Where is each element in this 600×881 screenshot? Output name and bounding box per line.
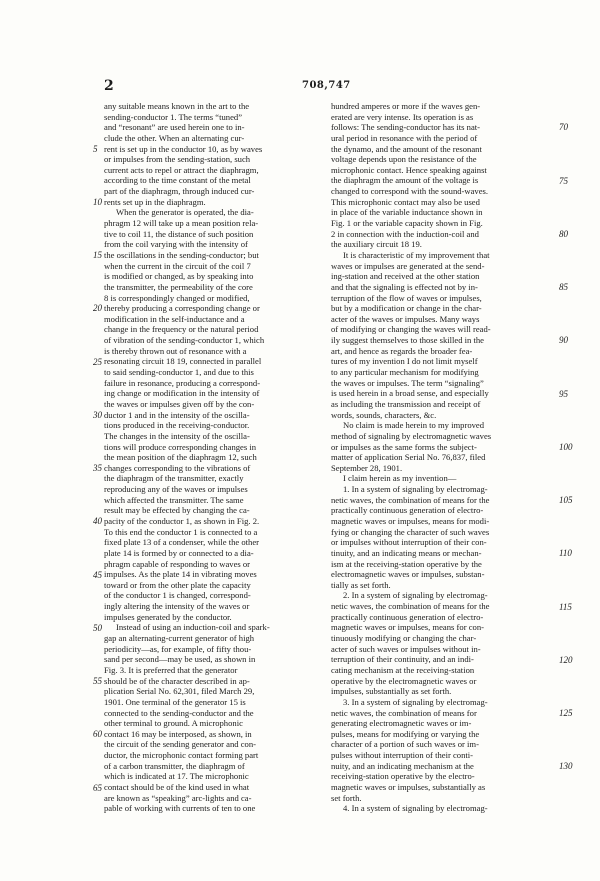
text-line: ing-station and received at the other station [331,271,480,282]
margin-line-number: 65 [93,782,102,793]
text-line: clude the other. When an alternating cur- [104,132,245,143]
margin-line-number: 5 [93,143,98,154]
text-line: reproducing any of the waves or impulses [104,484,248,495]
text-line: sending-conductor 1. The terms “tuned” [104,111,243,122]
text-line: plication Serial No. 62,301, filed March 29, [104,686,255,697]
text-line: netic waves, the combination of means for [331,707,477,718]
text-line: gap an alternating-current generator of high [104,633,255,644]
text-line: the diaphragm of the transmitter, exactly [104,473,244,484]
text-line: netic waves, the combination of means for the [331,494,490,505]
margin-line-number: 95 [559,388,568,399]
margin-line-number: 125 [559,708,573,719]
text-line: the transmitter, the permeability of the core [104,281,253,292]
patent-number: 708,747 [302,80,351,91]
margin-line-number: 35 [93,463,102,474]
text-line: the oscillations in the sending-conductor; but [104,249,259,260]
text-line: or impulses without interruption of their con- [331,537,487,548]
text-line: which is indicated at 17. The microphonic [104,771,249,782]
text-line: operative by the electromagnetic waves or [331,675,477,686]
text-line: tures of my invention I do not limit myself [331,356,478,367]
text-line: and that the signaling is effected not by in- [331,281,478,292]
text-line: It is characteristic of my improvement that [343,249,490,260]
text-line: but by a modification or change in the char- [331,303,482,314]
text-line: voltage depends upon the resistance of the [331,154,477,165]
text-line: 8 is correspondingly changed or modified, [104,292,250,303]
text-line: acter of such waves or impulses without in- [331,643,481,654]
margin-line-number: 50 [93,622,102,633]
text-line: practically continuous generation of electro- [331,505,484,516]
text-line: tinuously modifying or changing the char- [331,633,477,644]
margin-line-number: 120 [559,654,573,665]
text-line: the dynamo, and the amount of the resonant [331,143,482,154]
text-line: modification in the self-inductance and a [104,313,245,324]
margin-line-number: 100 [559,441,573,452]
margin-line-number: 130 [559,761,573,772]
text-line: other terminal to ground. A microphonic [104,718,243,729]
text-line: netic waves, the combination of means for the [331,601,490,612]
margin-line-number: 10 [93,196,102,207]
text-line: nuity, and an indicating mechanism at the [331,760,474,771]
text-line: character of a portion of such waves or im- [331,739,479,750]
text-line: receiving-station operative by the electro- [331,771,475,782]
text-line: tially as set forth. [331,579,391,590]
margin-line-number: 25 [93,356,102,367]
margin-line-number: 85 [559,282,568,293]
text-line: are known as “speaking” arc-lights and ca- [104,792,252,803]
page-number: 2 [104,78,114,94]
text-line: when the current in the circuit of the coil 7 [104,260,251,271]
text-line: to any particular mechanism for modifying [331,367,479,378]
margin-line-number: 70 [559,122,568,133]
text-line: fying or changing the character of such waves [331,526,490,537]
text-line: magnetic waves or impulses, substantially as [331,782,486,792]
margin-line-number: 110 [559,548,572,559]
text-line: cating mechanism at the receiving-station [331,664,475,675]
text-line: follows: The sending-conductor has its nat- [331,122,481,133]
text-line: the waves or impulses. The term “signaling” [331,377,484,388]
text-line: The changes in the intensity of the oscilla- [104,430,250,441]
text-line: and “resonant” are used herein one to in- [104,122,245,133]
text-line: I claim herein as my invention— [343,473,457,484]
text-line: to said sending-conductor 1, and due to this [104,367,254,378]
text-line: magnetic waves or impulses, means for modi- [331,515,490,526]
text-line: phragm 12 will take up a mean position rela- [104,218,259,229]
text-line: Fig. 3. It is preferred that the generator [104,664,238,675]
text-line: pacity of the conductor 1, as shown in Fig. 2. [104,515,260,526]
text-line: words, sounds, characters, &c. [331,409,437,420]
text-line: practically continuous generation of electro- [331,611,484,622]
text-line: phragm capable of responding to waves or [104,558,251,569]
text-line: hundred amperes or more if the waves gen- [331,101,481,111]
text-line: of vibration of the sending-conductor 1, which [104,335,265,346]
text-line: impulses generated by the conductor. [104,611,232,622]
text-line: from the coil varying with the intensity of [104,239,248,250]
text-line: should be of the character described in ap- [104,675,250,686]
text-line: method of signaling by electromagnetic waves [331,430,492,441]
text-line: of the conductor 1 is changed, correspond- [104,590,251,601]
text-line: contact 16 may be interposed, as shown, in [104,728,252,739]
text-line: toward or from the other plate the capacity [104,579,251,590]
text-line: changed to correspond with the sound-waves. [331,186,489,197]
text-line: the waves or impulses given off by the con- [104,398,255,409]
margin-line-number: 90 [559,335,568,346]
margin-line-number: 15 [93,250,102,261]
text-line: the auxiliary circuit 18 19. [331,239,422,250]
text-line: terruption of the flow of waves or impulses, [331,292,482,303]
text-line: rents set up in the diaphragm. [104,196,206,207]
text-line: pulses without interruption of their conti- [331,750,474,761]
text-line: in place of the variable inductance shown in [331,207,483,218]
text-line: sand per second—may be used, as shown in [104,654,256,665]
text-line: or impulses as the same forms the subject- [331,441,477,452]
text-line: is modified or changed, as by speaking into [104,271,254,282]
text-line: erated are very intense. Its operation is as [331,111,474,122]
text-line: 4. In a system of signaling by electromag- [343,803,488,814]
text-line: resonating circuit 18 19, connected in parallel [104,356,262,367]
text-line: failure in resonance, producing a correspond- [104,377,261,388]
text-line: tions will produce corresponding changes in [104,441,257,452]
text-line: terruption of their continuity, and an indi- [331,654,474,665]
margin-line-number: 80 [559,228,568,239]
text-line: waves or impulses are generated at the send- [331,260,485,271]
text-line: art, and hence as regards the broader fea- [331,345,473,356]
margin-line-number: 40 [93,516,102,527]
text-line: thereby producing a corresponding change or [104,303,260,314]
text-line: is thereby thrown out of resonance with a [104,345,247,356]
margin-line-number: 20 [93,303,102,314]
text-line: ily suggest themselves to those skilled in the [331,335,485,346]
text-line: microphonic contact. Hence speaking against [331,164,487,175]
text-line: 3. In a system of signaling by electromag- [343,696,488,707]
text-line: pable of working with currents of ten to one [104,803,256,814]
text-line: 1901. One terminal of the generator 15 is [104,696,246,707]
text-line: any suitable means known in the art to the [104,101,250,111]
text-line: ism at the receiving-station operative by the [331,558,482,569]
text-line: tinuity, and an indicating means or mechan- [331,547,482,558]
text-line: of a carbon transmitter, the diaphragm of [104,760,245,771]
text-line: of modifying or changing the waves will read- [331,324,491,335]
text-line: current acts to repel or attract the diaphragm, [104,164,259,175]
text-line: is used herein in a broad sense, and especially [331,388,489,399]
text-line: electromagnetic waves or impulses, substan- [331,569,485,580]
text-line: changes corresponding to the vibrations of [104,462,251,473]
text-line: 1. In a system of signaling by electromag- [343,484,488,495]
text-line: plate 14 is formed by or connected to a dia- [104,547,254,558]
text-line: rent is set up in the conductor 10, as by waves [104,143,263,154]
margin-line-number: 75 [559,175,568,186]
margin-line-number: 60 [93,729,102,740]
text-line: Instead of using an induction-coil and spark- [116,622,270,633]
text-line: tive to coil 11, the distance of such position [104,228,254,239]
text-line: 2 in connection with the induction-coil and [331,228,479,239]
text-line: generating electromagnetic waves or im- [331,718,472,729]
text-line: pulses, means for modifying or varying the [331,728,480,739]
margin-line-number: 45 [93,569,102,580]
text-line: according to the time constant of the metal [104,175,251,186]
margin-line-number: 115 [559,601,572,612]
text-line: Fig. 1 or the variable capacity shown in Fig. [331,218,483,229]
text-line: impulses, substantially as set forth. [331,686,452,697]
text-line: ural period in resonance with the period of [331,132,478,143]
text-line: ductor, the microphonic contact forming part [104,750,259,761]
text-line: set forth. [331,792,362,803]
text-line: ing change or modification in the intensity of [104,388,260,399]
text-line: matter of application Serial No. 76,837, filed [331,452,486,463]
text-line: the circuit of the sending generator and con- [104,739,257,750]
text-line: or impulses from the sending-station, such [104,154,251,165]
text-line: fixed plate 13 of a condenser, while the other [104,537,260,548]
margin-line-number: 30 [93,409,102,420]
text-line: impulses. As the plate 14 in vibrating moves [104,569,257,580]
text-line: result may be effected by changing the ca- [104,505,250,516]
text-line: contact should be of the kind used in what [104,782,250,792]
text-line: part of the diaphragm, through induced cur- [104,186,255,197]
left-text-column [104,101,327,846]
text-line: When the generator is operated, the dia- [116,207,254,218]
text-line: change in the frequency or the natural period [104,324,259,335]
text-line: as including the transmission and receipt of [331,398,481,409]
margin-line-number: 55 [93,676,102,687]
text-line: 2. In a system of signaling by electromag- [343,590,488,601]
text-line: periodicity—as, for example, of fifty thou- [104,643,252,654]
text-line: To this end the conductor 1 is connected to a [104,526,258,537]
text-line: the mean position of the diaphragm 12, such [104,452,257,463]
text-line: magnetic waves or impulses, means for con- [331,622,484,633]
text-line: acter of the waves or impulses. Many ways [331,313,480,324]
text-line: This microphonic contact may also be used [331,196,480,207]
text-line: ingly altering the intensity of the waves or [104,601,250,612]
margin-line-number: 105 [559,495,573,506]
text-line: September 28, 1901. [331,462,403,473]
text-line: connected to the sending-conductor and the [104,707,254,718]
text-line: which affected the transmitter. The same [104,494,244,505]
text-line: No claim is made herein to my improved [343,420,485,431]
right-text-column [331,101,556,846]
text-line: the diaphragm the amount of the voltage is [331,175,479,186]
text-line: tions produced in the receiving-conductor. [104,420,250,431]
text-line: ductor 1 and in the intensity of the oscilla- [104,409,250,420]
